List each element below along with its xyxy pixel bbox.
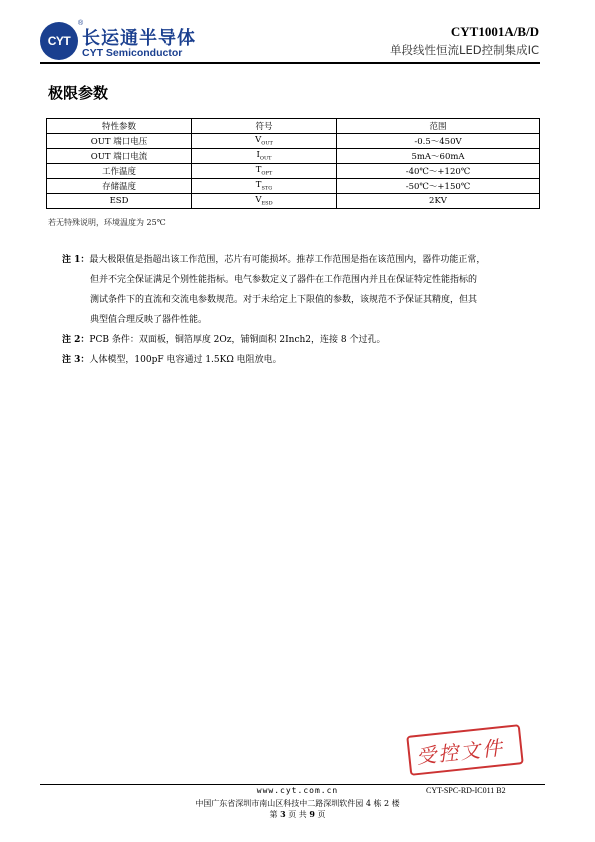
cell-symbol: $I_{OUT}$ <box>192 149 337 164</box>
note-1-line-2: 但并不完全保证满足个别性能指标。电气参数定义了器件在工作范围内并且在保证特定性能指标的 <box>90 275 478 285</box>
company-logo <box>40 20 210 62</box>
note-2-label: 注 2： <box>62 335 90 345</box>
cell-range: -0.5～450V <box>337 134 540 149</box>
table-header-row <box>47 119 540 134</box>
footer-website: www.cyt.com.cn <box>256 786 339 795</box>
table-row <box>47 149 540 164</box>
cell-range: 5mA～60mA <box>337 149 540 164</box>
registered-mark: ® <box>78 20 84 27</box>
cell-range: -50℃～+150℃ <box>337 179 540 194</box>
absolute-max-ratings-table <box>46 118 540 209</box>
page-total: 9 <box>309 809 315 819</box>
note-1-label: 注 1： <box>62 255 90 265</box>
note-1-text: 最大极限值是指超出该工作范围，芯片有可能损坏。推荐工作范围是指在该范围内，器件功能正常， <box>89 255 486 265</box>
cell-range: -40℃～+120℃ <box>337 164 540 179</box>
note-3-label: 注 3： <box>62 355 90 365</box>
logo-mark: CYT <box>40 22 78 60</box>
table-row <box>47 179 540 194</box>
controlled-document-stamp <box>408 730 543 780</box>
notes-block <box>62 250 540 370</box>
page-number: 第 3 页 共 9 页 <box>269 809 326 819</box>
header-param: 特性参数 <box>47 119 192 134</box>
note-1-line-4: 典型值合理反映了器件性能。 <box>90 315 208 325</box>
footer-address: 中国广东省深圳市南山区科技中二路深圳软件园 4 栋 2 楼 <box>195 799 400 808</box>
table-footnote: 若无特殊说明，环境温度为 25℃ <box>48 218 166 227</box>
header-symbol: 符号 <box>192 119 337 134</box>
table-row <box>47 194 540 209</box>
section-title: 极限参数 <box>48 84 109 102</box>
note-3 <box>62 350 540 370</box>
cell-param: OUT 端口电压 <box>47 134 192 149</box>
document-title: CYT1001A/B/D <box>450 24 539 39</box>
cell-symbol: $V_{ESD}$ <box>192 194 337 209</box>
cell-symbol: $T_{OPT}$ <box>192 164 337 179</box>
stamp-text: 受控文件 <box>415 735 506 769</box>
logo-chinese-name: 长运通半导体 <box>82 28 196 49</box>
cell-symbol: $V_{OUT}$ <box>192 134 337 149</box>
cell-param: 工作温度 <box>47 164 192 179</box>
note-1-line-3: 测试条件下的直流和交流电参数规范。对于未给定上下限值的参数，该规范不予保证其精度，但其 <box>90 295 478 305</box>
note-2 <box>62 330 540 350</box>
document-subtitle: 单段线性恒流LED控制集成IC <box>390 43 539 57</box>
cell-param: OUT 端口电流 <box>47 149 192 164</box>
note-3-text: 人体模型，100pF 电容通过 1.5KΩ 电阻放电。 <box>89 355 282 365</box>
logo-english-name: CYT Semiconductor <box>82 47 183 59</box>
cell-symbol: $T_{STG}$ <box>192 179 337 194</box>
table-row <box>47 164 540 179</box>
footer-doc-code: CYT-SPC-RD-IC011 B2 <box>426 786 506 795</box>
footer-divider <box>40 784 545 785</box>
cell-range: 2KV <box>337 194 540 209</box>
note-1 <box>62 250 540 330</box>
header-divider <box>40 62 540 64</box>
cell-param: ESD <box>47 194 192 209</box>
note-2-text: PCB 条件：双面板，铜箔厚度 2Oz，铺铜面积 2Inch2，连接 8 个过孔。 <box>89 335 386 345</box>
cell-param: 存储温度 <box>47 179 192 194</box>
header-range: 范围 <box>337 119 540 134</box>
table-row <box>47 134 540 149</box>
page-current: 3 <box>280 809 286 819</box>
